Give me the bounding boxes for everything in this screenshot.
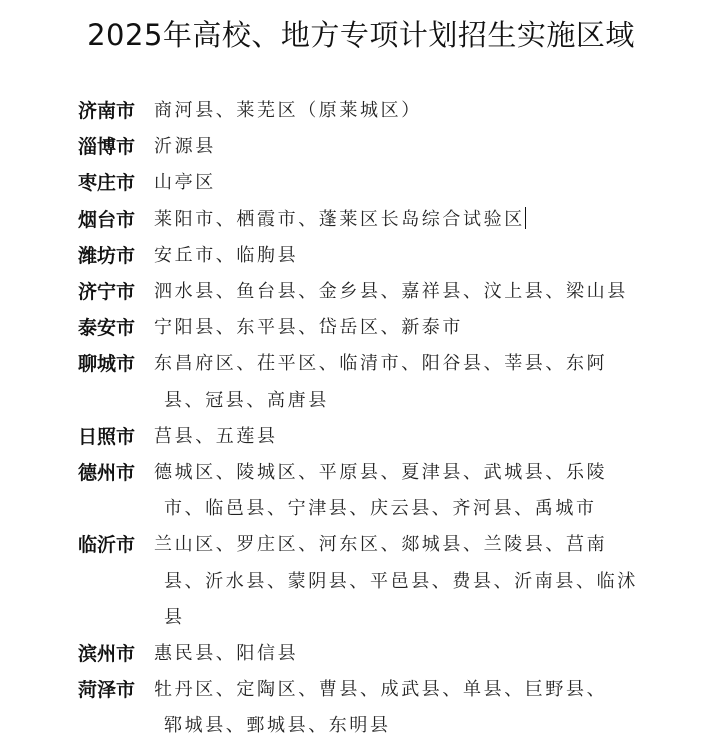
area-list bbox=[154, 93, 650, 129]
city-name: 德州市 bbox=[78, 462, 136, 485]
region-row bbox=[78, 310, 678, 346]
city-name: 滨州市 bbox=[78, 643, 136, 666]
area-line: 县 bbox=[164, 606, 185, 628]
area-line: 县、沂水县、蒙阴县、平邑县、费县、沂南县、临沭 bbox=[164, 570, 638, 592]
area-line: 德城区、陵城区、平原县、夏津县、武城县、乐陵 bbox=[154, 462, 608, 484]
area-line: 惠民县、阳信县 bbox=[154, 643, 299, 665]
city-name: 日照市 bbox=[78, 425, 136, 448]
region-row bbox=[78, 672, 678, 744]
area-list bbox=[154, 238, 650, 274]
region-list bbox=[78, 93, 678, 745]
area-line: 莱阳市、栖霞市、蓬莱区长岛综合试验区 bbox=[154, 208, 525, 230]
region-row bbox=[78, 346, 678, 418]
area-list bbox=[154, 346, 650, 418]
area-line-with-caret[interactable] bbox=[154, 202, 650, 238]
area-line: 莒县、五莲县 bbox=[154, 425, 278, 447]
city-name: 枣庄市 bbox=[78, 172, 136, 195]
area-list bbox=[154, 274, 650, 310]
region-row bbox=[78, 455, 678, 527]
area-list bbox=[154, 129, 650, 165]
area-line: 山亭区 bbox=[154, 172, 216, 194]
area-line: 郓城县、鄄城县、东明县 bbox=[164, 715, 391, 737]
area-line: 宁阳县、东平县、岱岳区、新泰市 bbox=[154, 317, 463, 339]
area-line: 东昌府区、茌平区、临清市、阳谷县、莘县、东阿 bbox=[154, 353, 608, 375]
area-list bbox=[154, 672, 650, 744]
area-list bbox=[154, 165, 650, 201]
region-row bbox=[78, 129, 678, 165]
city-name: 菏泽市 bbox=[78, 679, 136, 702]
area-line: 市、临邑县、宁津县、庆云县、齐河县、禹城市 bbox=[164, 498, 597, 520]
city-name: 潍坊市 bbox=[78, 244, 136, 267]
region-row bbox=[78, 93, 678, 129]
area-list[interactable] bbox=[154, 202, 650, 238]
area-list bbox=[154, 310, 650, 346]
region-row bbox=[78, 165, 678, 201]
region-row bbox=[78, 238, 678, 274]
area-line: 兰山区、罗庄区、河东区、郯城县、兰陵县、莒南 bbox=[154, 534, 608, 556]
city-name: 泰安市 bbox=[78, 317, 136, 340]
text-cursor bbox=[525, 207, 527, 229]
region-row bbox=[78, 636, 678, 672]
area-line: 安丘市、临朐县 bbox=[154, 244, 299, 266]
area-list bbox=[154, 419, 650, 455]
city-name: 淄博市 bbox=[78, 136, 136, 159]
region-row bbox=[78, 274, 678, 310]
area-line: 沂源县 bbox=[154, 136, 216, 158]
city-name: 聊城市 bbox=[78, 353, 136, 376]
area-line: 泗水县、鱼台县、金乡县、嘉祥县、汶上县、梁山县 bbox=[154, 281, 628, 303]
region-row bbox=[78, 527, 678, 636]
area-list bbox=[154, 527, 650, 636]
area-list bbox=[154, 455, 650, 527]
area-line: 牡丹区、定陶区、曹县、成武县、单县、巨野县、 bbox=[154, 679, 608, 701]
region-row bbox=[78, 202, 678, 238]
city-name: 烟台市 bbox=[78, 208, 136, 231]
city-name: 临沂市 bbox=[78, 534, 136, 557]
area-line: 县、冠县、高唐县 bbox=[164, 389, 329, 411]
area-list bbox=[154, 636, 650, 672]
city-name: 济南市 bbox=[78, 100, 136, 122]
area-line: 商河县、莱芜区（原莱城区） bbox=[154, 100, 422, 121]
document-title: 2025年高校、地方专项计划招生实施区域 bbox=[87, 18, 635, 52]
city-name: 济宁市 bbox=[78, 281, 136, 304]
region-row bbox=[78, 419, 678, 455]
